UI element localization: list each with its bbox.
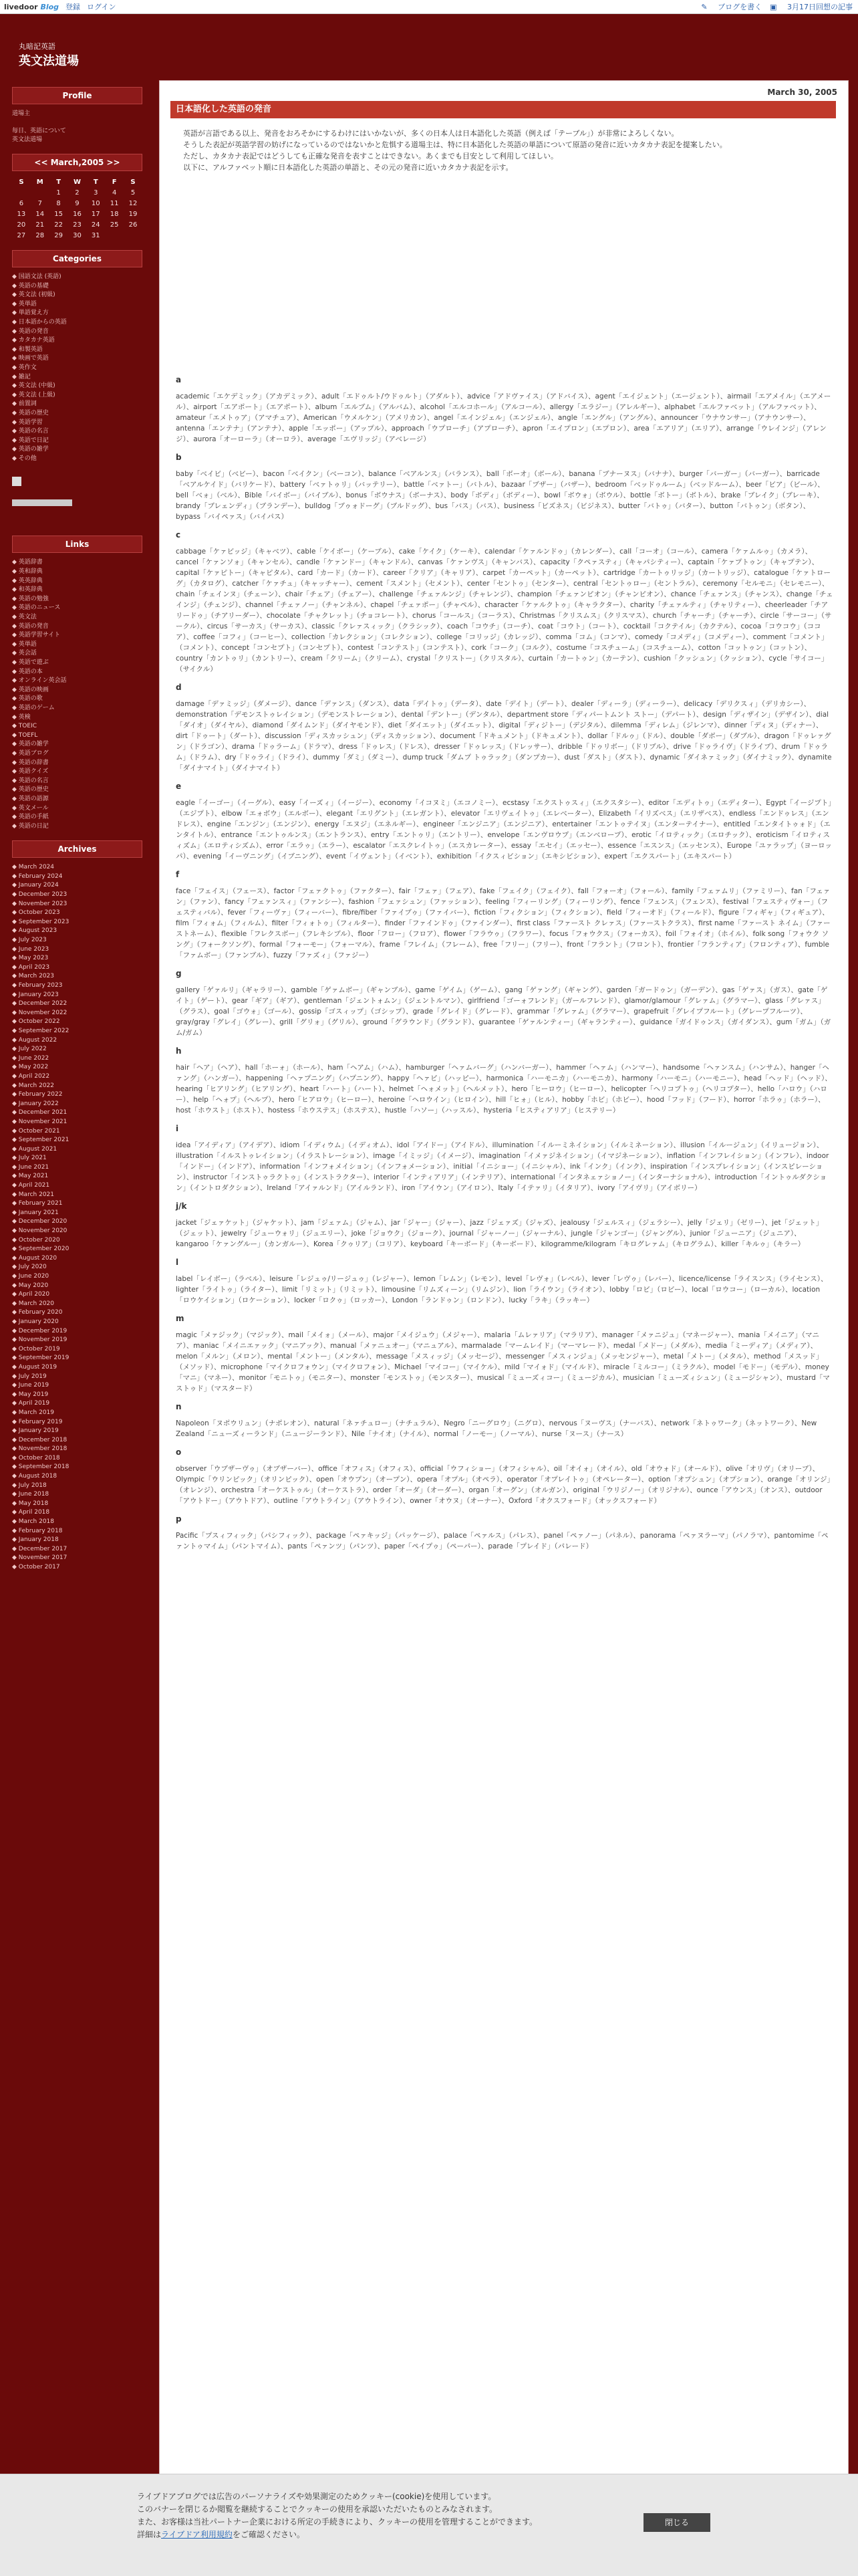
cookie-text <box>137 2490 645 2541</box>
rss-icon[interactable] <box>12 477 21 486</box>
archive-link[interactable]: ◆ April 2021 <box>12 1182 50 1189</box>
profile-line: 道場主 <box>12 110 31 117</box>
post-intro <box>176 128 833 173</box>
archive-link[interactable]: ◆ March 2024 <box>12 864 54 871</box>
archive-link[interactable]: ◆ November 2020 <box>12 1227 67 1235</box>
calendar-day[interactable]: 3 <box>94 189 98 197</box>
archive-link[interactable]: ◆ February 2019 <box>12 1418 63 1425</box>
sidebar <box>12 87 142 1582</box>
external-link[interactable]: ◆ 英会話 <box>12 650 37 657</box>
archive-link[interactable]: ◆ November 2023 <box>12 900 67 907</box>
archive-link[interactable]: ◆ November 2017 <box>12 1554 67 1562</box>
archive-link[interactable]: ◆ November 2022 <box>12 1009 67 1016</box>
external-link[interactable]: ◆ 英語クイズ <box>12 768 49 776</box>
calendar-day[interactable]: 10 <box>91 199 100 207</box>
word-section <box>176 1201 833 1250</box>
archive-link[interactable]: ◆ August 2020 <box>12 1254 57 1262</box>
category-link[interactable]: ◆ 英語の基礎 <box>12 282 49 289</box>
badge-images[interactable] <box>12 473 142 519</box>
word-section <box>176 683 833 774</box>
archive-link[interactable]: ◆ May 2019 <box>12 1391 49 1398</box>
external-link[interactable]: ◆ 英英辞典 <box>12 577 43 584</box>
calendar-day[interactable]: 19 <box>128 210 138 218</box>
archive-link[interactable]: ◆ June 2018 <box>12 1491 49 1498</box>
calendar-day[interactable]: 28 <box>35 231 45 239</box>
intro-paragraph: 英語が言語である以上、発音をおろそかにするわけにはいかないが、多くの日本人は日本語化した英語（例えば「テーブル」）が非常によろしくない。 <box>183 129 679 138</box>
section-words: cabbage「ケァビッジ」（キャベツ）、cable「ケイボー」（ケーブル）、cake「ケイク」（ケーキ）、calendar「ケァルンドゥ」（カレンダー）、call「コーオ」（コール）、camera「ケァムルゥ」（カメラ）、cancel「ケァンソォ」（キャンセル）、candle「ケァンドー」（キャンドル）、canvas「ケァンヴス」（キャンバス）、capacity「クペァスティ」（キャパシティー）、captain「ケァプトゥン」（キャプテン）、capital「ケァピトー」（キャピタル）、card「カード」（カード）、career「クリア」（キャリア）、carpet「カーペット」（カーペット）、cartridge「カートゥリッジ」（カートリッジ）、catalogue「ケァトローグ」（カタログ）、catcher「ケァチュ」（キャッチャー）、cement「スメント」（セメント）、center「セントゥ」（センター）、central「セントゥロー」（セントラル）、ceremony「セルモニ」（セレモニー）、chain「チェインヌ」（チェーン）、chair「チェア」（チェアー）、challenge「チェァルンジ」（チャレンジ）、champion「チェァンピオン」（チャンピオン）、chance「チェァンス」（チャンス）、change「チェインジ」（チェンジ）、channel「チェァノー」（チャンネル）、chapel「チェァポー」（チャペル）、character「ケァルクトゥ」（キャラクター）、charity「チェァルティ」（チャリティー）、cheerleader「チアリードゥ」（チアリーダー）、chocolate「チャクレット」（チョコレート）、chorus「コールス」（コーラス）、Christmas「クリスムス」（クリスマス）、church「チャーチ」（チャーチ）、circle「サーコー」（サークル）、circus「サーカス」（サーカス）、classic「クレァスィック」（クラシック）、coach「コウチ」（コーチ）、coat「コウト」（コート）、cocktail「コクテイル」（カクテル）、cocoa「コウコウ」（ココア）、coffee「コフィ」（コーヒー）、collection「カレクション」（コレクション）、college「コリッジ」（カレッジ）、comma「コム」（コンマ）、comedy「コメディ」（コメディー）、comment「コメント」（コメント）、concept「コンセプト」（コンセプト）、contest「コンテスト」（コンテスト）、cork「コーク」（コルク）、costume「コスチューム」（コスチューム）、cotton「コットゥン」（コットン）、country「カントゥリ」（カントリー）、cream「クリーム」（クリーム）、crystal「クリストー」（クリスタル）、curtain「カートゥン」（カーテン）、cushion「クッシュン」（クッション）、cycle「サイコー」（サイクル） <box>176 548 833 673</box>
cookie-line: 詳細はライブドア利用規約をご確認ください。 <box>137 2530 305 2539</box>
blog-banner <box>0 14 858 74</box>
category-link[interactable]: ◆ その他 <box>12 455 37 462</box>
section-words: gallery「ゲァルリ」（ギャラリー）、gamble「ゲァムボー」（ギャンブル）、game「ゲイム」（ゲーム）、gang「ゲァング」（ギャング）、garden「ガードゥン」（ガーデン）、gas「ゲァス」（ガス）、gate「ゲイト」（ゲート）、gear「ギア」（ギア）、gentleman「ジェントォムン」（ジェントルマン）、girlfriend「ゴーォフレンド」（ガールフレンド）、glamor/glamour「グレァム」（グラマー）、glass「グレァス」（グラス）、goal「ゴウォ」（ゴール）、gossip「ゴスィップ」（ゴシップ）、grade「グレイド」（グレード）、grammar「グレァム」（グラマー）、grapefruit「グレイプフルート」（グレープフルーツ）、gray/gray「グレイ」（グレー）、grill「グリォ」（グリル）、ground「グラウンド」（グランド）、guarantee「ゲァルンティー」（ギャランティー）、guidance「ガイドゥンス」（ガイダンス）、gum「ガム」（ガム/ガム） <box>176 986 831 1037</box>
archive-link[interactable]: ◆ July 2020 <box>12 1264 47 1271</box>
cookie-close-button[interactable]: 閉じる <box>644 2513 710 2532</box>
post-date: March 30, 2005 <box>767 88 837 97</box>
section-letter: c <box>176 530 181 540</box>
external-link[interactable]: ◆ 英語の映画 <box>12 686 49 693</box>
archives-list <box>12 863 142 1572</box>
word-section <box>176 1402 833 1439</box>
calendar-day <box>105 230 124 241</box>
category-link[interactable]: ◆ 単語覚え方 <box>12 310 49 317</box>
section-words: observer「ウブザーヴゥ」（オブザーバー）、office「オフィス」（オフィス）、official「ウフィショー」（オフィシャル）、oil「オイォ」（オイル）、old「オウォド」（オールド）、olive「オリヴ」（オリーブ）、Olympic「ウリンピック」（オリンピック）、open「オウプン」（オープン）、opera「オプル」（オペラ）、operator「オプレイトゥ」（オペレーター）、option「オプシュン」（オプション）、orange「オリンジ」（オレンジ）、orchestra「オーケストゥル」（オーケストラ）、order「オーダ」（オーダー）、organ「オーグン」（オルガン）、original「ウリジノー」（オリジナル）、ounce「アウンス」（オンス）、outdoor「アウトドー」（アウトドア）、outline「アウトライン」（アウトライン）、owner「オウヌ」（オーナー）、Oxford「オクスフォード」（オックスフォード） <box>176 1465 831 1505</box>
calendar-day[interactable]: 30 <box>73 231 82 239</box>
archive-link[interactable]: ◆ December 2020 <box>12 1218 67 1225</box>
categories-list <box>12 273 142 463</box>
archive-link[interactable]: ◆ July 2023 <box>12 937 47 944</box>
calendar-day[interactable]: 27 <box>17 231 26 239</box>
archive-link[interactable]: ◆ December 2022 <box>12 1000 67 1008</box>
archive-link[interactable]: ◆ February 2024 <box>12 872 63 880</box>
calendar-weekday: M <box>36 178 43 186</box>
section-letter: o <box>176 1447 182 1457</box>
calendar-day[interactable]: 18 <box>110 210 119 218</box>
external-link[interactable]: ◆ 英語学習サイト <box>12 632 61 639</box>
category-link[interactable]: ◆ 前置詞 <box>12 400 37 408</box>
archive-link[interactable]: ◆ October 2022 <box>12 1018 60 1026</box>
archive-link[interactable]: ◆ June 2020 <box>12 1273 49 1280</box>
archive-link[interactable]: ◆ January 2022 <box>12 1100 59 1107</box>
archive-link[interactable]: ◆ January 2020 <box>12 1318 59 1325</box>
archive-link[interactable]: ◆ July 2018 <box>12 1482 47 1489</box>
archive-link[interactable]: ◆ June 2021 <box>12 1163 49 1171</box>
word-section <box>176 1514 833 1552</box>
calendar-day[interactable]: 17 <box>91 210 100 218</box>
calendar-day[interactable]: 15 <box>54 210 63 218</box>
main-content <box>159 80 849 2475</box>
external-link[interactable]: ◆ 英語のゲーム <box>12 704 55 711</box>
calendar-day[interactable]: 7 <box>37 199 42 207</box>
register-link[interactable]: 登録 <box>65 3 81 11</box>
calendar-day[interactable]: 31 <box>91 231 100 239</box>
cookie-line: ライブドアブログでは広告のパーソナライズや効果測定のためクッキー(cookie)を使用しています。 <box>137 2492 496 2501</box>
external-link[interactable]: ◆ 英単語 <box>12 640 37 648</box>
intro-paragraph: ただし、カタカナ表記ではどうしても正確な発音を表すことはできない。あくまでも目安として利用してほしい。 <box>183 152 558 160</box>
external-link[interactable]: ◆ 英語の日記 <box>12 822 49 830</box>
archive-link[interactable]: ◆ January 2024 <box>12 882 59 889</box>
livedoor-logo[interactable]: livedoor Blog <box>4 2 59 11</box>
archive-link[interactable]: ◆ June 2023 <box>12 945 49 953</box>
calendar-weekday: S <box>130 178 136 186</box>
cookie-line: このバナーを閉じるか閲覧を継続することでクッキーの使用を承認いただいたものとみなされます。 <box>137 2504 498 2514</box>
archive-link[interactable]: ◆ February 2022 <box>12 1091 63 1098</box>
section-letter: l <box>176 1258 179 1267</box>
word-section <box>176 969 833 1038</box>
section-words: magic「メァジック」（マジック）、mail「メイォ」（メール）、major「メイジュウ」（メジャー）、malaria「ムレァリア」（マラリア）、manager「メァニジュ」（マネージャー）、mania「メイニア」（マニア）、maniac「メイニエァック」（マニアック）、manual「メァニュオー」（マニュアル）、marmalade「マームレイド」（マーマレード）、medal「メドー」（メダル）、media「ミーディア」（メディア）、melon「メルン」（メロン）、mental「メントー」（メンタル）、message「メスィッジ」（メッセージ）、messenger「メスィンジュ」（メッセンジャー）、metal「メトー」（メタル）、method「メスッド」（メソッド）、microphone「マイクロフォウン」（マイクロフォン）、Michael「マイコー」（マイケル）、mild「マイォド」（マイルド）、miracle「ミルコー」（ミラクル）、model「モドー」（モデル）、money「マニ」（マネー）、monitor「モニトゥ」（モニター）、monster「モンストゥ」（モンスター）、musical「ミューズィコー」（ミュージカル）、musician「ミューズィシュン」（ミュージシャン）、mustard「マストゥド」（マスタード） <box>176 1331 830 1393</box>
external-link[interactable]: ◆ 英語の勉強 <box>12 595 49 602</box>
archive-link[interactable]: ◆ October 2017 <box>12 1564 60 1570</box>
archive-link[interactable]: ◆ April 2022 <box>12 1072 50 1080</box>
section-words: baby「ベイビ」（ベビー）、bacon「ベイクン」（ベーコン）、balance「ベアルンス」（バランス）、ball「ボーオ」（ボール）、banana「ブナーヌス」（バナナ）、burger「バーガー」（バーガー）、barricade「ベアルケイド」（バリケード）、battery「ベァトゥリ」（バッテリー）、battle「ベァトー」（バトル）、bazaar「ブザー」（バザー）、bedroom「ベッドゥルーム」（ベッドルーム）、beer「ビア」（ビール）、bell「ベォ」（ベル）、Bible「バイボー」（バイブル）、bonus「ボウナス」（ボーナス）、body「ボディ」（ボディー）、bowl「ボウォ」（ボウル）、bottle「ボトー」（ボトル）、brake「ブレイク」（ブレーキ）、brandy「ブレェンディ」（ブランデー）、bulldog「ブゥォドーグ」（ブルドッグ）、bus「バス」（バス）、business「ビズネス」（ビジネス）、butter「バトゥ」（バター）、button「バトゥン」（ボタン）、bypass「バイペァス」（バイパス） <box>176 470 825 521</box>
category-link[interactable]: ◆ 映画で英語 <box>12 355 49 362</box>
section-letter: a <box>176 375 182 384</box>
calendar-day[interactable]: 16 <box>73 210 82 218</box>
links-list <box>12 558 142 831</box>
calendar-heading[interactable]: << March,2005 >> <box>12 154 142 171</box>
profile-heading: Profile <box>12 87 142 104</box>
archive-link[interactable]: ◆ July 2021 <box>12 1155 47 1162</box>
category-link[interactable]: ◆ カタカナ英語 <box>12 337 55 344</box>
archive-link[interactable]: ◆ January 2019 <box>12 1427 59 1435</box>
calendar-day <box>12 187 31 198</box>
intro-paragraph: そうした表記が英語学習の妨げになっているのではないかと危惧する道場主は、特に日本語化した英語の単語について原語の発音に近いカタカナ表記を提案したい。 <box>183 140 727 149</box>
external-link[interactable]: ◆ 英語の本 <box>12 668 43 675</box>
links-heading: Links <box>12 536 142 553</box>
archive-link[interactable]: ◆ April 2020 <box>12 1291 50 1298</box>
external-link[interactable]: ◆ 英語の辞書 <box>12 759 49 766</box>
word-section <box>176 530 833 675</box>
archive-link[interactable]: ◆ May 2022 <box>12 1064 49 1071</box>
word-sections <box>176 375 833 1560</box>
word-section <box>176 1447 833 1506</box>
section-letter: d <box>176 683 182 692</box>
profile-line: 英文法道場 <box>12 136 43 143</box>
archive-link[interactable]: ◆ April 2018 <box>12 1509 50 1516</box>
archive-link[interactable]: ◆ February 2021 <box>12 1200 63 1207</box>
categories-heading: Categories <box>12 250 142 267</box>
archive-link[interactable]: ◆ July 2019 <box>12 1373 47 1380</box>
calendar-day[interactable]: 24 <box>91 221 100 229</box>
external-link[interactable]: ◆ 英検 <box>12 713 31 721</box>
calendar-day <box>31 187 49 198</box>
calendar-weekday: F <box>112 178 117 186</box>
calendar <box>12 177 142 241</box>
section-words: face「フェイス」（フェース）、factor「フェァクトゥ」（ファクター）、fair「フェァ」（フェア）、fake「フェイク」（フェイク）、fall「フォーオ」（フォール）、family「フェァムリ」（ファミリー）、fan「フェァン」（ファン）、fancy「フェァンスィ」（ファンシー）、fashion「フェァシュン」（ファッション）、feeling「フィーリング」（フィーリング）、fence「フェンス」（フェンス）、festival「フェスティヴォー」（フェスティバル）、fever「フィーヴァ」（フィーバー）、fibre/fiber「ファイブゥ」（ファイバー）、fiction「フィクション」（フィクション）、field「フィーオド」（フィールド）、figure「フィギャ」（フィギュア）、film「フィォム」（フィルム）、filter「フィォトゥ」（フィルター）、finder「ファインドゥ」（ファインダー）、first class「ファースト クレァス」（ファーストクラス）、first name「ファースト ネイム」（ファーストネーム）、flexible「フレクスボー」（フレキシブル）、floor「フロー」（フロア）、flower「フラウゥ」（フラワー）、focus「フォウクス」（フォーカス）、foil「フォイオ」（ホイル）、folk song「フォウク ソング」（フォークソング）、formal「フォーモー」（フォーマル）、frame「フレイム」（フレーム）、free「フリー」（フリー）、front「フラント」（フロント）、frontier「フランティア」（フロンティア）、fumble「ファムボー」（ファンブル）、fuzzy「ファズィ」（ファジー） <box>176 887 831 959</box>
archive-link[interactable]: ◆ November 2019 <box>12 1336 67 1344</box>
external-link[interactable]: ◆ 英語の発音 <box>12 622 49 630</box>
archive-link[interactable]: ◆ December 2019 <box>12 1327 67 1334</box>
calendar-weekday: T <box>56 178 61 186</box>
archive-link[interactable]: ◆ March 2020 <box>12 1300 54 1307</box>
archive-link[interactable]: ◆ September 2018 <box>12 1463 69 1471</box>
external-link[interactable]: ◆ 英文法 <box>12 614 37 621</box>
archive-link[interactable]: ◆ October 2018 <box>12 1454 60 1461</box>
calendar-day[interactable]: 5 <box>130 189 136 197</box>
archive-link[interactable]: ◆ January 2018 <box>12 1536 59 1544</box>
archive-link[interactable]: ◆ February 2018 <box>12 1527 63 1534</box>
external-link[interactable]: ◆ TOEFL <box>12 731 38 739</box>
calendar-day[interactable]: 25 <box>110 221 119 229</box>
word-section <box>176 1046 833 1116</box>
section-words: eagle「イーゴー」（イーグル）、easy「イーズィ」（イージー）、economy「イコヌミ」（エコノミー）、ecstasy「エクストゥスィ」（エクスタシー）、editor「エディトゥ」（エディター）、Egypt「イージプト」（エジプト）、elbow「エォボウ」（エルボー）、elegant「エリグント」（エレガント）、elevator「エリヴェイトゥ」（エレベーター）、Elizabeth「イリズベス」（エリザベス）、endless「エンドゥレス」（エンドレス）、engine「エンジン」（エンジン）、energy「エヌジ」（エネルギー）、engineer「エンジニア」（エンジニア）、entertainer「エントゥテイヌ」（エンターテイナー）、entitled「エンタイトゥォド」（エンタイトル）、entrance「エントゥルンス」（エントランス）、entry「エントゥリ」（エントリー）、envelope「エンヴロウプ」（エンベロープ）、erotic「イロティック」（エロチック）、eroticism「イロティスィズム」（エロティシズム）、error「エラゥ」（エラー）、escalator「エスクレイトゥ」（エスカレーター）、essay「エセイ」（エッセー）、essence「エスンス」（エッセンス）、Europe「ユァラップ」（ヨーロッパ）、evening「イーヴニング」（イブニング）、event「イヴェント」（イベント）、exhibition「イクスィビション」（エキシビション）、expert「エクスパート」（エキスパート） <box>176 799 832 860</box>
category-link[interactable]: ◆ 英語の歴史 <box>12 409 49 417</box>
archive-link[interactable]: ◆ November 2018 <box>12 1445 67 1453</box>
archive-link[interactable]: ◆ October 2021 <box>12 1127 60 1135</box>
external-link[interactable]: ◆ TOEIC <box>12 723 37 730</box>
calendar-day[interactable]: 26 <box>128 221 138 229</box>
external-link[interactable]: ◆ 英語のニュース <box>12 604 61 612</box>
section-words: jacket「ジェァケット」（ジャケット）、jam「ジェァム」（ジャム）、jar「ジャー」（ジャー）、jazz「ジェァズ」（ジャズ）、jealousy「ジェルスィ」（ジェラシー）、jelly「ジェリ」（ゼリー）、jet「ジェット」（ジェット）、jewelry「ジューウォリ」（ジュエリー）、joke「ジョウク」（ジョーク）、journal「ジャーノー」（ジャーナル）、jungle「ジャンゴー」（ジャングル）、junior「ジューニア」（ジュニア）、kangaroo「ケァングルー」（カンガルー）、Korea「クゥリア」（コリア）、keyboard「キーボード」（キーボード）、kilogramme/kilogram「キログレァム」（キログラム）、killer「キルゥ」（キラー） <box>176 1219 823 1248</box>
section-words: Pacific「プスィフィック」（パシフィック）、package「ペァキッジ」（パッケージ）、palace「ペァルス」（パレス）、panel「ペァノー」（パネル）、panorama「ペァヌラーマ」（パノラマ）、pantomime「ペァントゥマイム」（パントマイム）、pants「ペァンツ」（パンツ）、paper「ペイプゥ」（ペーパー）、parade「プレイド」（パレード） <box>176 1532 829 1550</box>
external-link[interactable]: ◆ 英語辞書 <box>12 559 43 566</box>
calendar-day[interactable]: 14 <box>35 210 45 218</box>
archive-link[interactable]: ◆ March 2019 <box>12 1409 54 1416</box>
category-link[interactable]: ◆ 英単語 <box>12 300 37 308</box>
archive-link[interactable]: ◆ January 2021 <box>12 1209 59 1216</box>
external-link[interactable]: ◆ オンライン英会話 <box>12 677 67 685</box>
profile-line <box>12 118 142 127</box>
archive-link[interactable]: ◆ June 2019 <box>12 1382 49 1389</box>
archive-link[interactable]: ◆ February 2023 <box>12 982 63 989</box>
category-link[interactable]: ◆ 英作文 <box>12 364 37 371</box>
archive-link[interactable]: ◆ May 2020 <box>12 1282 49 1289</box>
word-section <box>176 1314 833 1394</box>
related-article-link[interactable]: ▣ 3月17日回想の記事 <box>770 3 853 11</box>
blog-subtitle: 丸暗記英語 <box>19 42 55 51</box>
calendar-day[interactable]: 23 <box>73 221 82 229</box>
archive-link[interactable]: ◆ February 2020 <box>12 1309 63 1316</box>
archive-link[interactable]: ◆ June 2022 <box>12 1054 49 1062</box>
archive-link[interactable]: ◆ August 2019 <box>12 1363 57 1371</box>
cookie-line: また、お客様は当社パートナー企業における所定の手続きにより、クッキーの使用を管理することができます。 <box>137 2517 538 2527</box>
external-link[interactable]: ◆ 英語の名言 <box>12 777 49 784</box>
archive-link[interactable]: ◆ March 2022 <box>12 1082 54 1089</box>
word-section <box>176 453 833 522</box>
archive-link[interactable]: ◆ March 2021 <box>12 1191 54 1198</box>
archive-link[interactable]: ◆ December 2017 <box>12 1545 67 1552</box>
archive-link[interactable]: ◆ September 2023 <box>12 918 69 925</box>
external-link[interactable]: ◆ 英語の雑学 <box>12 741 49 748</box>
section-letter: m <box>176 1314 184 1323</box>
category-link[interactable]: ◆ 英語の雑学 <box>12 446 49 453</box>
category-link[interactable]: ◆ 英語の発音 <box>12 328 49 335</box>
archive-link[interactable]: ◆ October 2023 <box>12 909 60 917</box>
archive-link[interactable]: ◆ August 2022 <box>12 1036 57 1044</box>
archive-link[interactable]: ◆ August 2018 <box>12 1473 57 1480</box>
category-link[interactable]: ◆ 和製英語 <box>12 346 43 353</box>
calendar-day <box>124 230 142 241</box>
calendar-day[interactable]: 20 <box>17 221 26 229</box>
section-words: Napoleon「ヌポウリュン」（ナポレオン）、natural「ネァチュロー」（ナチュラル）、Negro「ニーグロウ」（ニグロ）、nervous「ヌーヴス」（ナーバス）、network「ネトゥワーク」（ネットワーク）、New Zealand「ニューズィーランド」（ニュージーランド）、Nile「ナイオ」（ナイル）、normal「ノーモー」（ノーマル）、nurse「ヌース」（ナース） <box>176 1419 817 1438</box>
external-link[interactable]: ◆ 英語の歴史 <box>12 786 49 794</box>
calendar-day[interactable]: 4 <box>112 189 117 197</box>
category-link[interactable]: ◆ 英語で日記 <box>12 437 49 444</box>
category-link[interactable]: ◆ 英語の名言 <box>12 428 49 435</box>
section-letter: j/k <box>176 1201 187 1211</box>
calendar-weekday: W <box>73 178 81 186</box>
calendar-day[interactable]: 9 <box>75 199 80 207</box>
category-link[interactable]: ◆ 英語学習 <box>12 419 43 426</box>
archive-link[interactable]: ◆ September 2019 <box>12 1355 69 1362</box>
section-words: idea「アイディア」（アイデア）、idiom「イディウム」（イディオム）、idol「アイドー」（アイドル）、illumination「イルーミネイション」（イルミネーション）、illusion「イルージュン」（イリュージョン）、illustration「イルストゥレイション」（イラストレーション）、image「イミッジ」（イメージ）、imagination「イメァジネイション」（イマジネーション）、inflation「インフレイション」（インフレ）、indoor「インドー」（インドア）、information「インフォメイション」（インフォメーション）、initial「イニショー」（イニシャル）、ink「インク」（インク）、inspiration「インスプレイション」（インスピレーション）、instructor「インストゥラクトゥ」（インストラクター）、interior「インティアリア」（インテリア）、international「インタネェァショノー」（インターナショナル）、introduction「イントゥルダクション」（イントロダクション）、Ireland「アイァルンド」（アイルランド）、iron「アイウン」（アイロン）、Italy「イテァリ」（イタリア）、ivory「アイヴリ」（アイボリー） <box>176 1141 829 1192</box>
archive-link[interactable]: ◆ May 2018 <box>12 1500 49 1507</box>
word-section <box>176 870 833 961</box>
archive-link[interactable]: ◆ October 2020 <box>12 1236 60 1244</box>
external-link[interactable]: ◆ 和英辞典 <box>12 586 43 594</box>
cookie-banner <box>0 2474 858 2576</box>
calendar-table <box>12 177 142 241</box>
archive-link[interactable]: ◆ December 2023 <box>12 891 67 899</box>
archive-link[interactable]: ◆ November 2021 <box>12 1118 67 1125</box>
section-letter: h <box>176 1046 182 1056</box>
archive-link[interactable]: ◆ March 2023 <box>12 973 54 980</box>
external-link[interactable]: ◆ 英和辞典 <box>12 568 43 576</box>
login-link[interactable]: ログイン <box>87 3 116 11</box>
archive-link[interactable]: ◆ August 2023 <box>12 927 57 935</box>
category-link[interactable]: ◆ 英文法 (中級) <box>12 382 55 390</box>
external-link[interactable]: ◆ 英語の手紙 <box>12 814 49 821</box>
archive-link[interactable]: ◆ October 2019 <box>12 1345 60 1353</box>
post-title[interactable]: 日本語化した英語の発音 <box>170 101 836 118</box>
calendar-weekday: S <box>19 178 24 186</box>
external-link[interactable]: ◆ 英語で遊ぶ <box>12 659 49 666</box>
calendar-day[interactable]: 29 <box>54 231 63 239</box>
calendar-day[interactable]: 21 <box>35 221 45 229</box>
section-letter: f <box>176 870 180 879</box>
category-link[interactable]: ◆ 雑記 <box>12 373 31 380</box>
word-section <box>176 1258 833 1306</box>
archive-link[interactable]: ◆ December 2018 <box>12 1436 67 1443</box>
blog-title[interactable]: 英文法道場 <box>19 54 79 68</box>
section-words: hair「ヘア」（ヘア）、hall「ホーォ」（ホール）、ham「ヘアム」（ハム）、hamburger「ヘァムバーグ」（ハンバーガー）、hammer「ヘァム」（ハンマー）、handsome「ヘァンスム」（ハンサム）、hanger「ヘァング」（ハンガー）、happening「ヘァプニング」（ハプニング）、happy「ヘァピ」（ハッピー）、harmonica「ハーモニカ」（ハーモニカ）、harmony「ハーモニ」（ハーモニー）、head「ヘッド」（ヘッド）、hearing「ヒアリング」（ヒアリング）、heart「ハート」（ハート）、helmet「ヘォメット」（ヘルメット）、hero「ヒーロウ」（ヒーロー）、helicopter「ヘリコプトゥ」（ヘリコプター）、hello「ハロウ」（ハロー）、help「ヘォプ」（ヘルプ）、hero「ヒアロウ」（ヒーロー）、heroine「ヘロウイン」（ヒロイン）、hill「ヒォ」（ヒル）、hobby「ホビ」（ホビー）、hood「フッド」（フード）、horror「ホラゥ」（ホラー）、host「ホウスト」（ホスト）、hostess「ホウステス」（ホステス）、hustle「ハソー」（ハッスル）、hysteria「ヒスティアリア」（ヒステリー） <box>176 1064 832 1115</box>
write-blog-link[interactable]: ✎ ブログを書く <box>701 3 762 11</box>
section-letter: n <box>176 1402 182 1411</box>
archive-link[interactable]: ◆ May 2023 <box>12 955 49 962</box>
external-link[interactable]: ◆ 英語ブログ <box>12 749 49 757</box>
profile-line: 毎日、英語について <box>12 128 66 134</box>
section-letter: b <box>176 453 182 462</box>
archive-link[interactable]: ◆ December 2021 <box>12 1109 67 1117</box>
archive-link[interactable]: ◆ August 2021 <box>12 1145 57 1153</box>
calendar-day[interactable]: 22 <box>54 221 63 229</box>
archive-link[interactable]: ◆ March 2018 <box>12 1518 54 1526</box>
calendar-day[interactable]: 11 <box>110 199 119 207</box>
section-letter: e <box>176 782 182 791</box>
external-link[interactable]: ◆ 英語の語源 <box>12 795 49 802</box>
section-letter: p <box>176 1514 182 1524</box>
archive-link[interactable]: ◆ July 2022 <box>12 1046 47 1053</box>
word-section <box>176 782 833 862</box>
terms-link[interactable]: ライブドア利用規約 <box>161 2530 233 2539</box>
category-link[interactable]: ◆ 英文法 (上級) <box>12 391 55 398</box>
archive-link[interactable]: ◆ April 2023 <box>12 963 50 971</box>
word-section <box>176 375 833 445</box>
external-link[interactable]: ◆ 英語の歌 <box>12 695 43 703</box>
archive-link[interactable]: ◆ May 2021 <box>12 1173 49 1180</box>
archives-heading: Archives <box>12 840 142 858</box>
calendar-day[interactable]: 8 <box>56 199 61 207</box>
section-words: damage「デァミッジ」（ダメージ）、dance「デァンス」（ダンス）、data「デイトゥ」（データ）、date「デイト」（デート）、dealer「ディーラ」（ディーラー）、delicacy「デリクスィ」（デリカシー）、demonstration「デモンストゥレイション」（デモンストレーション）、dental「デントー」（デンタル）、department store「ディパートムント ストー」（デパート）、design「ディザイン」（デザイン）、dial「ダイオ」（ダイヤル）、diamond「ダイムンド」（ダイヤモンド）、diet「ダイエット」（ダイエット）、digital「ディジトー」（デジタル）、dilemma「ディレム」（ジレンマ）、dinner「ディヌ」（ディナー）、dirt「ドゥート」（ダート）、discussion「ディスカッシュン」（ディスカッション）、document「ドキュメント」（ドキュメント）、dollar「ドルゥ」（ドル）、double「ダボー」（ダブル）、dragon「ドゥレァグン」（ドラゴン）、drama「ドゥラーム」（ドラマ）、dress「ドゥレス」（ドレス）、dresser「ドゥレッス」（ドレッサー）、dribble「ドゥリボー」（ドリブル）、drive「ドゥライヴ」（ドライブ）、drum「ドゥラム」（ドラム）、dry「ドゥライ」（ドライ）、dummy「ダミ」（ダミー）、dump truck「ダムプ トゥラック」（ダンプカー）、dust「ダスト」（ダスト）、dynamic「ダイネァミック」（ダイナミック）、dynamite「ダイナマイト」（ダイナマイト） <box>176 700 832 772</box>
intro-paragraph: 以下に、アルファベット順に日本語化した英語の単語と、その元の発音に近いカタカナ表記を示す。 <box>183 163 513 172</box>
archive-link[interactable]: ◆ January 2023 <box>12 991 59 998</box>
archive-link[interactable]: ◆ September 2020 <box>12 1246 69 1253</box>
profile-body <box>12 110 142 144</box>
archive-link[interactable]: ◆ September 2022 <box>12 1027 69 1034</box>
calendar-day[interactable]: 12 <box>128 199 138 207</box>
feed-badge-icon[interactable] <box>12 499 72 506</box>
section-letter: g <box>176 969 182 978</box>
calendar-weekday: T <box>93 178 98 186</box>
top-header-bar <box>0 0 858 14</box>
section-words: academic「エケデミック」（アカデミック）、adult「エドゥルト/ウドゥルト」（アダルト）、advice「アドヴァイス」（アドバイス）、agent「エイジェント」（エージェント）、airmail「エアメイル」（エアメール）、airport「エアポート」（エアポート）、album「エルブム」（アルバム）、alcohol「エルコホール」（アルコール）、allergy「エラジー」（アレルギー）、alphabet「エルファベット」（アルファベット）、amateur「エメトゥア」（アマチュア）、American「ウメルケン」（アメリカン）、angel「エインジェル」（エンジェル）、angle「エングル」（アングル）、announcer「ウナウンサー」（アナウンサー）、antenna「エンテナ」（アンテナ）、apple「エッポー」（アップル）、approach「ウプローチ」（アプローチ）、apron「エイプロン」（エプロン）、area「エアリア」（エリア）、arrange「ウレインジ」（アレンジ）、aurora「オーローラ」（オーロラ）、average「エヴリッジ」（アベレージ） <box>176 392 831 443</box>
archive-link[interactable]: ◆ September 2021 <box>12 1137 69 1144</box>
calendar-day[interactable]: 1 <box>56 189 61 197</box>
section-letter: i <box>176 1124 179 1133</box>
calendar-day[interactable]: 2 <box>75 189 80 197</box>
category-link[interactable]: ◆ 国語文法 (英語) <box>12 273 61 280</box>
category-link[interactable]: ◆ 日本語からの英語 <box>12 318 67 326</box>
word-section <box>176 1124 833 1193</box>
section-words: label「レイボー」（ラベル）、leisure「レジュゥ/リージュゥ」（レジャー）、lemon「レムン」（レモン）、level「レヴォ」（レベル）、lever「レヴゥ」（レバー）、licence/license「ライスンス」（ライセンス）、lighter「ライトゥ」（ライター）、limit「リミット」（リミット）、limousine「リムズィーン」（リムジン）、lion「ライウン」（ライオン）、lobby「ロビ」（ロビー）、local「ロウコー」（ローカル）、location「ロウケイション」（ロケーション）、locker「ロクゥ」（ロッカー）、London「ランドゥン」（ロンドン）、lucky「ラキ」（ラッキー） <box>176 1275 828 1304</box>
external-link[interactable]: ◆ 英文メール <box>12 804 49 812</box>
archive-link[interactable]: ◆ April 2019 <box>12 1400 50 1407</box>
calendar-day[interactable]: 13 <box>17 210 26 218</box>
category-link[interactable]: ◆ 英文法 (初級) <box>12 291 55 299</box>
calendar-day[interactable]: 6 <box>19 199 24 207</box>
